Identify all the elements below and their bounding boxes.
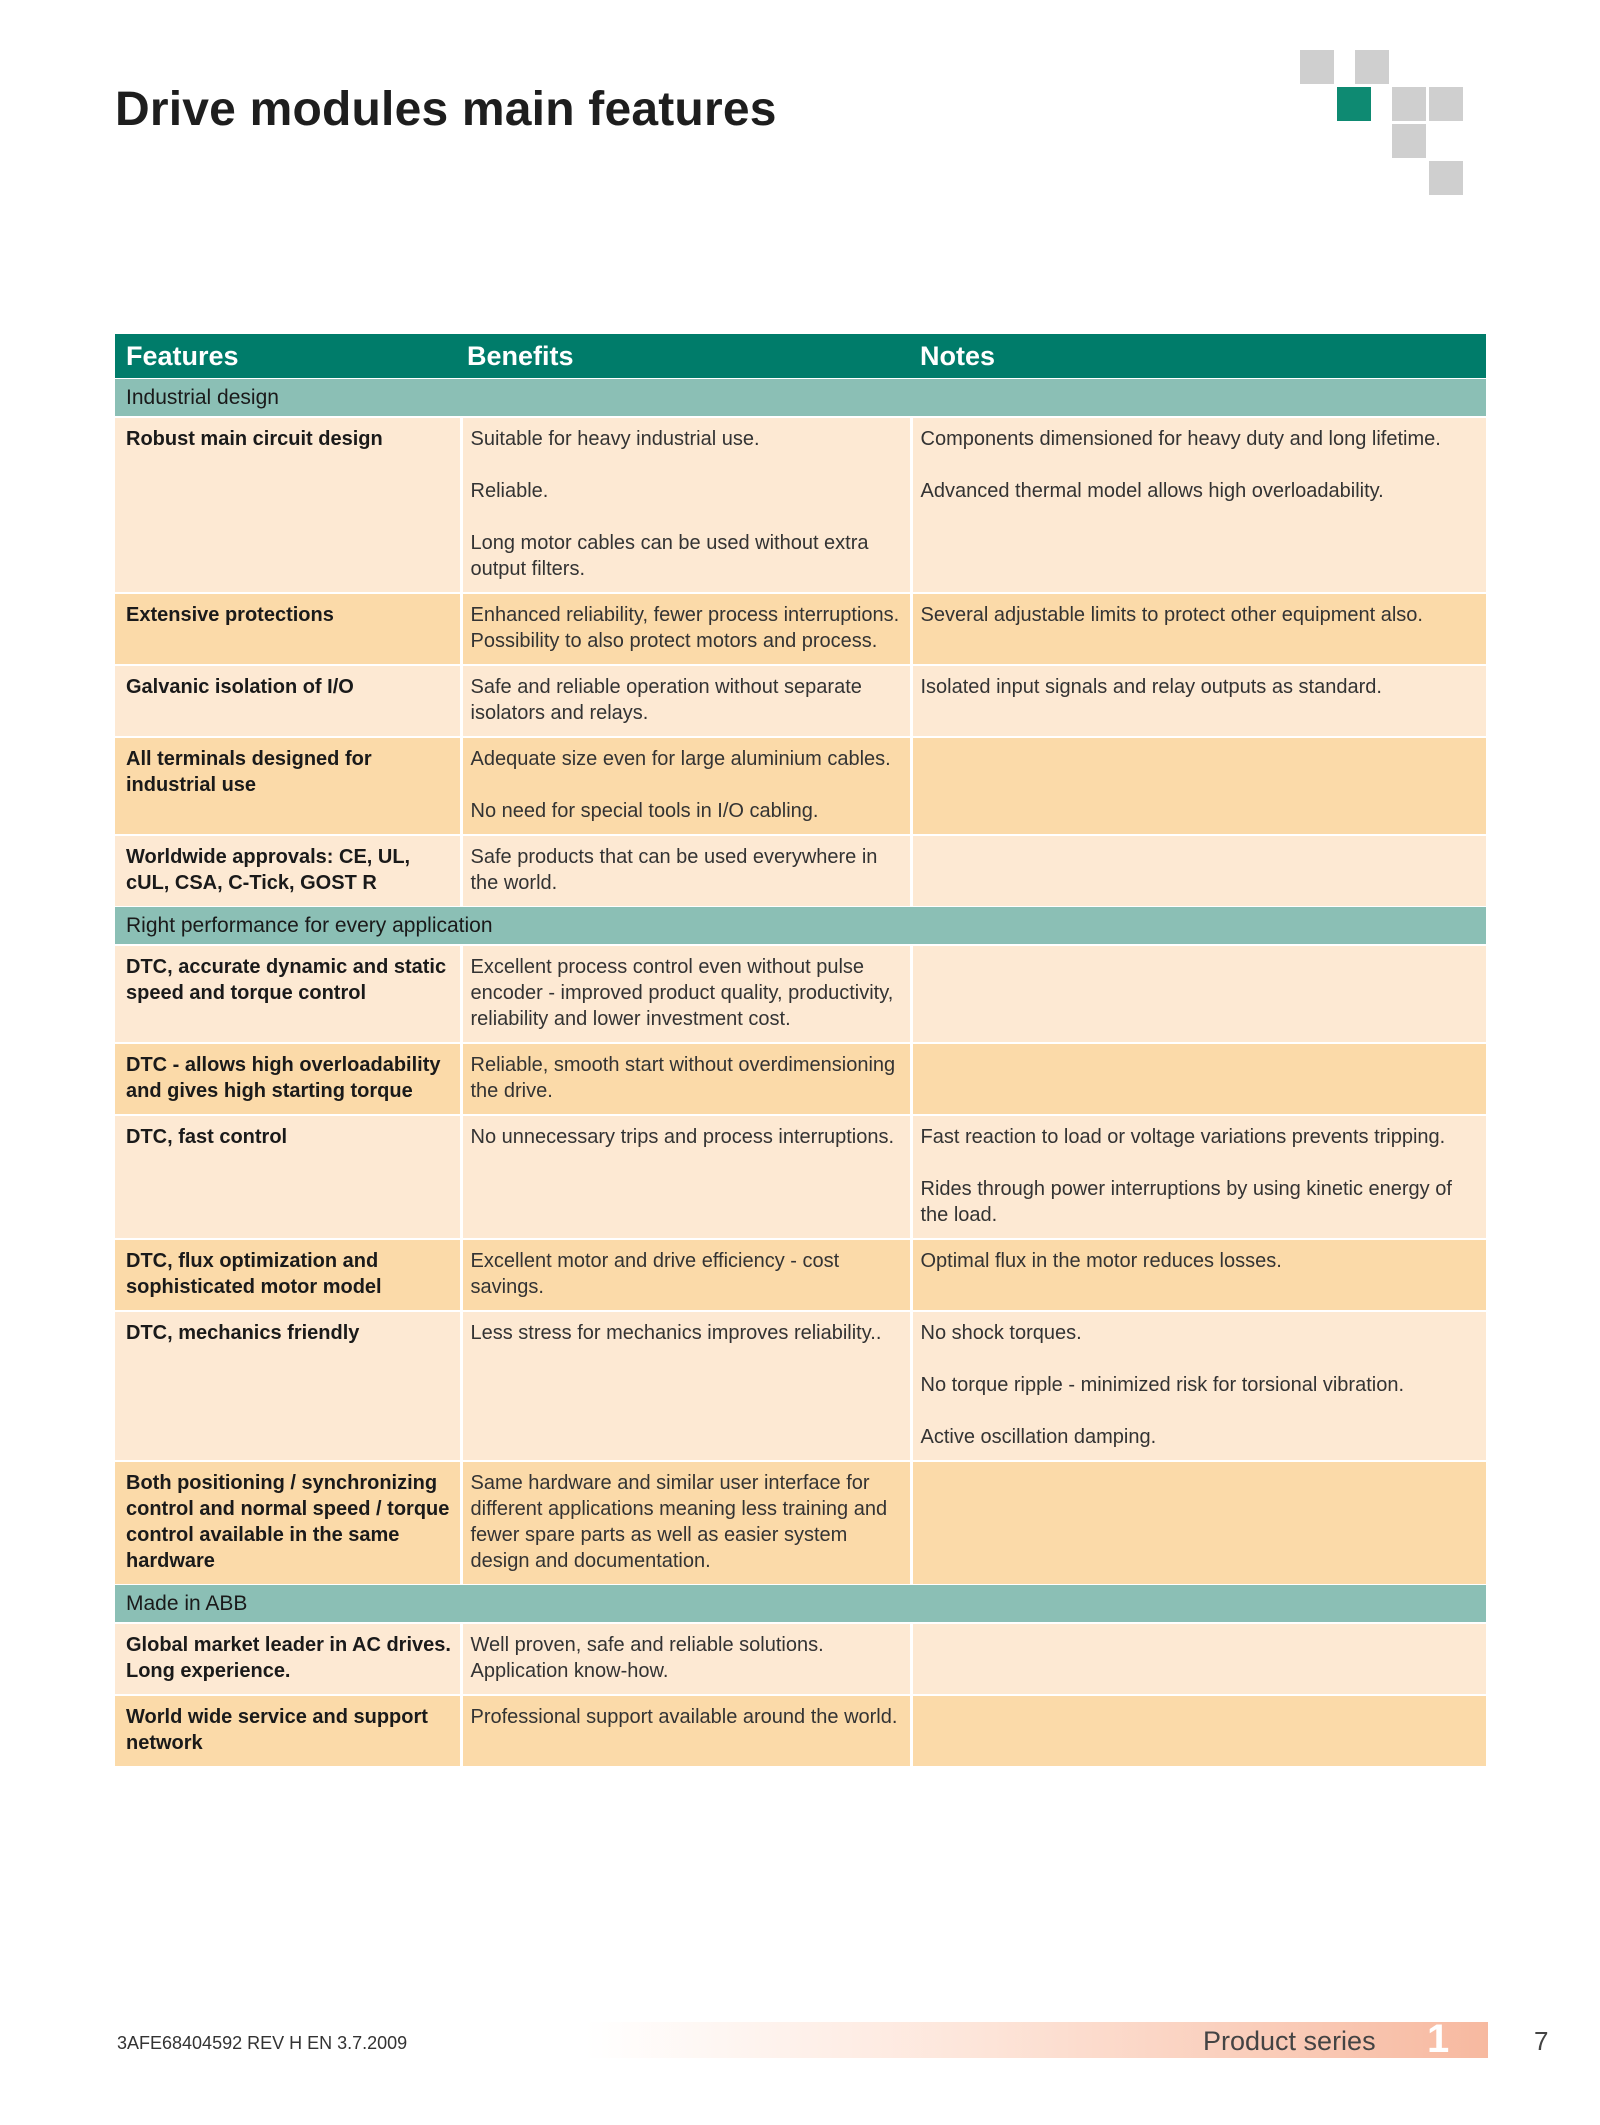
section-title: Industrial design [115,379,1486,418]
benefit-text: Reliable, smooth start without overdimensioning the drive. [470,1054,896,1102]
decor-square [1392,87,1426,121]
note-text: No torque ripple - minimized risk for torsional vibration. [920,1374,1405,1396]
table-row [115,417,1486,593]
feature-cell: DTC, mechanics friendly [115,1311,461,1461]
note-text: Advanced thermal model allows high overloadability. [920,480,1384,502]
feature-cell: DTC, accurate dynamic and static speed and torque control [115,945,461,1043]
decor-square [1429,87,1463,121]
notes-cell [911,1239,1486,1311]
benefit-text: Reliable. [470,480,549,502]
feature-cell: Global market leader in AC drives. Long experience. [115,1623,461,1695]
benefit-text: Safe products that can be used everywhere in the world. [470,846,878,894]
note-text: Isolated input signals and relay outputs as standard. [920,676,1382,698]
features-table [115,334,1486,1766]
table-row [115,1115,1486,1239]
benefit-text: Excellent process control even without pulse encoder - improved product quality, productivity, reliability and lower investment cost. [470,956,894,1030]
page-number: 7 [1534,2026,1549,2056]
benefit-text: Excellent motor and drive efficiency - cost savings. [470,1250,840,1298]
feature-cell: Robust main circuit design [115,417,461,593]
notes-cell [911,945,1486,1043]
note-text: Several adjustable limits to protect other equipment also. [920,604,1423,626]
notes-cell [911,665,1486,737]
benefit-cell [461,593,911,665]
benefit-text: No unnecessary trips and process interruptions. [470,1126,895,1148]
table-row [115,737,1486,835]
benefit-text: Well proven, safe and reliable solutions. Application know-how. [470,1634,824,1682]
notes-cell [911,1695,1486,1766]
table-header-row [115,334,1486,379]
table-row [115,593,1486,665]
benefit-cell [461,665,911,737]
feature-cell: DTC, flux optimization and sophisticated motor model [115,1239,461,1311]
benefit-text: Suitable for heavy industrial use. [470,428,760,450]
notes-cell [911,1043,1486,1115]
benefit-cell [461,835,911,907]
table-row [115,1239,1486,1311]
note-text: Active oscillation damping. [920,1426,1157,1448]
note-text: Components dimensioned for heavy duty and long lifetime. [920,428,1441,450]
decor-square [1392,124,1426,158]
logo-squares-decoration [1300,50,1490,200]
table-row [115,835,1486,907]
notes-cell [911,1311,1486,1461]
table-row [115,665,1486,737]
decor-square [1429,161,1463,195]
column-header-notes: Notes [911,334,1486,379]
table-row [115,1695,1486,1766]
note-text: Fast reaction to load or voltage variations prevents tripping. [920,1126,1446,1148]
section-row [115,1585,1486,1624]
decor-square [1300,50,1334,84]
feature-cell: DTC - allows high overloadability and gives high starting torque [115,1043,461,1115]
decor-square [1355,50,1389,84]
section-row [115,907,1486,946]
section-title: Made in ABB [115,1585,1486,1624]
decor-square-accent [1337,87,1371,121]
benefit-text: Professional support available around the world. [470,1706,898,1728]
feature-cell: All terminals designed for industrial use [115,737,461,835]
benefit-cell [461,1623,911,1695]
section-title: Right performance for every application [115,907,1486,946]
notes-cell [911,737,1486,835]
notes-cell [911,1461,1486,1585]
feature-cell: Both positioning / synchronizing control and normal speed / torque control available in the same hardware [115,1461,461,1585]
benefit-text: Safe and reliable operation without separate isolators and relays. [470,676,862,724]
table-row [115,1461,1486,1585]
benefit-cell [461,945,911,1043]
note-text: Optimal flux in the motor reduces losses. [920,1250,1282,1272]
benefit-cell [461,1115,911,1239]
section-label: Product series [1203,2026,1376,2056]
notes-cell [911,1115,1486,1239]
benefit-cell [461,1695,911,1766]
notes-cell [911,417,1486,593]
section-number: 1 [1427,2017,1450,2061]
table-row [115,1623,1486,1695]
document-code: 3AFE68404592 REV H EN 3.7.2009 [117,2033,408,2053]
benefit-cell [461,417,911,593]
benefit-text: Enhanced reliability, fewer process interruptions. Possibility to also protect motors and process. [470,604,900,652]
benefit-cell [461,1239,911,1311]
column-header-benefits: Benefits [461,334,911,379]
note-text: Rides through power interruptions by using kinetic energy of the load. [920,1178,1452,1226]
table-row [115,1043,1486,1115]
feature-cell: DTC, fast control [115,1115,461,1239]
notes-cell [911,593,1486,665]
feature-cell: World wide service and support network [115,1695,461,1766]
page-title: Drive modules main features [115,83,777,136]
notes-cell [911,1623,1486,1695]
feature-cell: Galvanic isolation of I/O [115,665,461,737]
benefit-cell [461,1461,911,1585]
benefit-cell [461,737,911,835]
feature-cell: Worldwide approvals: CE, UL, cUL, CSA, C-Tick, GOST R [115,835,461,907]
benefit-cell [461,1311,911,1461]
note-text: No shock torques. [920,1322,1082,1344]
section-row [115,379,1486,418]
column-header-features: Features [115,334,461,379]
benefit-text: Less stress for mechanics improves reliability.. [470,1322,882,1344]
benefit-text: Long motor cables can be used without extra output filters. [470,532,869,580]
benefit-text: Same hardware and similar user interface for different applications meaning less training and fewer spare parts as well as easier system design and documentation. [470,1472,888,1572]
table-row [115,1311,1486,1461]
benefit-cell [461,1043,911,1115]
table-body [115,379,1486,1767]
benefit-text: Adequate size even for large aluminium cables. [470,748,891,770]
benefit-text: No need for special tools in I/O cabling. [470,800,819,822]
table-row [115,945,1486,1043]
feature-cell: Extensive protections [115,593,461,665]
notes-cell [911,835,1486,907]
